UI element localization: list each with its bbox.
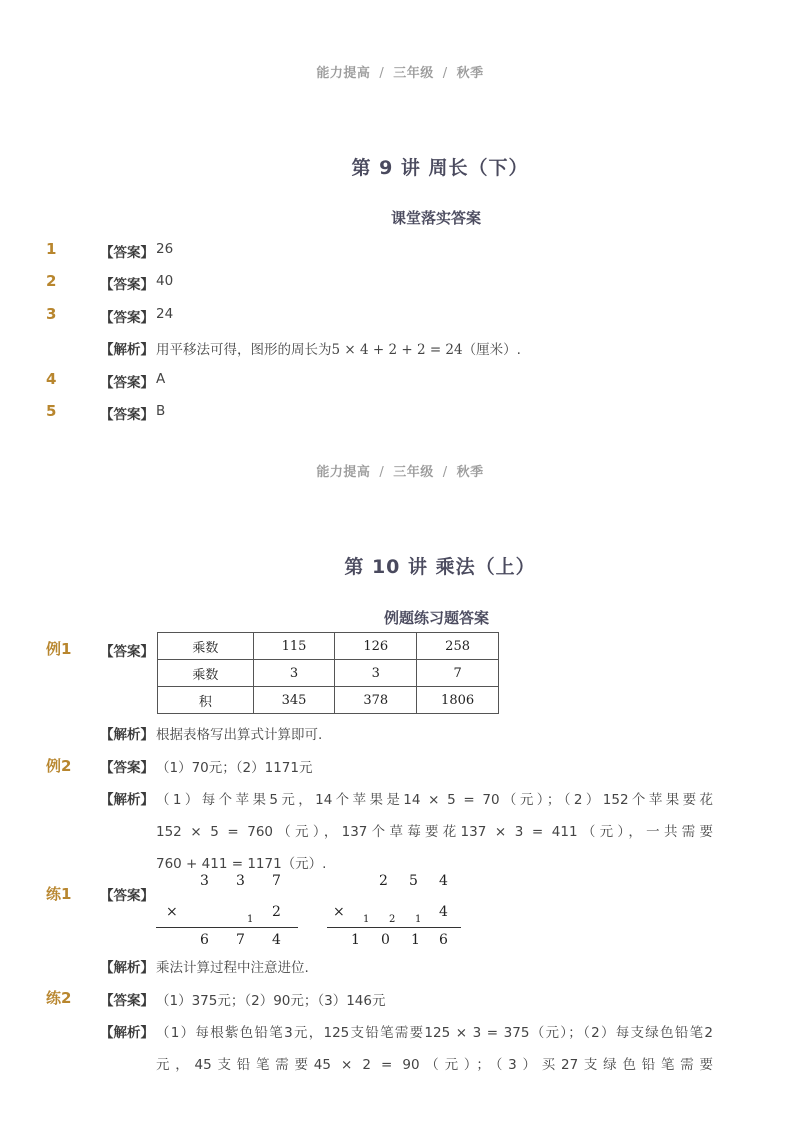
answer-text: （1）375元；（2）90元；（3）146元 bbox=[156, 993, 386, 1009]
analysis-tag: 【解析】 bbox=[100, 342, 154, 358]
answer-tag: 【答案】 bbox=[100, 310, 154, 326]
analysis-line: 元，45支铅笔需要45 × 2 = 90（元）；（3）买27支绿色铅笔需要 bbox=[156, 1057, 713, 1073]
answer-text: B bbox=[156, 403, 166, 419]
digit: 6 bbox=[200, 932, 209, 948]
item-number: 2 bbox=[46, 272, 57, 290]
answer-tag: 【答案】 bbox=[100, 888, 154, 904]
analysis-text: 根据表格写出算式计算即可. bbox=[156, 727, 323, 743]
table-row bbox=[158, 660, 499, 687]
table-cell: 115 bbox=[253, 633, 335, 660]
digit: 7 bbox=[236, 932, 245, 948]
table-cell: 3 bbox=[335, 660, 417, 687]
digit: 1 bbox=[411, 932, 420, 948]
header-series: 能力提高 bbox=[316, 465, 371, 480]
table-cell: 378 bbox=[335, 687, 417, 714]
analysis-text: 乘法计算过程中注意进位. bbox=[156, 960, 309, 976]
digit: 2 bbox=[379, 873, 388, 889]
header-sep: / bbox=[379, 66, 385, 81]
result-line bbox=[327, 927, 461, 928]
table-cell: 126 bbox=[335, 633, 417, 660]
page-header bbox=[0, 62, 800, 81]
header-grade: 三年级 bbox=[393, 66, 434, 81]
answer-tag: 【答案】 bbox=[100, 277, 154, 293]
answer-tag: 【答案】 bbox=[100, 375, 154, 391]
carry-digit: 2 bbox=[389, 914, 396, 925]
digit: 5 bbox=[409, 873, 418, 889]
analysis-line: 760 + 411 = 1171（元）. bbox=[156, 856, 327, 872]
answer-text: A bbox=[156, 371, 166, 387]
lecture-10-title: 第 10 讲 乘法（上） bbox=[344, 556, 536, 578]
digit: 7 bbox=[272, 873, 281, 889]
table-cell: 乘数 bbox=[158, 660, 254, 687]
lecture-10-section-title: 例题练习题答案 bbox=[384, 609, 490, 627]
header-grade: 三年级 bbox=[393, 465, 434, 480]
table-row bbox=[158, 687, 499, 714]
analysis-tag: 【解析】 bbox=[100, 792, 154, 808]
analysis-formula: 5 × 4 + 2 + 2 = 24 bbox=[331, 342, 463, 358]
table-cell: 1806 bbox=[417, 687, 499, 714]
item-number: 1 bbox=[46, 240, 57, 258]
analysis-tag: 【解析】 bbox=[100, 960, 154, 976]
lecture-9-section-title: 课堂落实答案 bbox=[391, 209, 482, 227]
vertical-multiplication-a bbox=[156, 868, 298, 950]
header-sep: / bbox=[442, 66, 448, 81]
answer-tag: 【答案】 bbox=[100, 407, 154, 423]
header-sep: / bbox=[379, 465, 385, 480]
analysis-line: （1）每根紫色铅笔3元，125支铅笔需要125 × 3 = 375（元）；（2）每支绿色铅笔2 bbox=[156, 1025, 713, 1041]
table-row bbox=[158, 633, 499, 660]
header-series: 能力提高 bbox=[316, 66, 371, 81]
multiply-sign: × bbox=[333, 904, 345, 920]
table-cell: 345 bbox=[253, 687, 335, 714]
digit: 4 bbox=[272, 932, 281, 948]
item-number: 3 bbox=[46, 305, 57, 323]
answer-tag: 【答案】 bbox=[100, 760, 154, 776]
carry-digit: 1 bbox=[363, 914, 370, 925]
answer-tag: 【答案】 bbox=[100, 245, 154, 261]
answer-text: （1）70元；（2）1171元 bbox=[156, 760, 313, 776]
digit: 1 bbox=[351, 932, 360, 948]
analysis-line: （1）每个苹果5元，14个苹果是14 × 5 = 70（元）；（2）152个苹果要花 bbox=[156, 792, 713, 808]
analysis-text-pre: 用平移法可得，图形的周长为 bbox=[156, 342, 332, 358]
answer-text: 24 bbox=[156, 306, 174, 322]
item-number: 4 bbox=[46, 370, 57, 388]
vertical-multiplication-b bbox=[327, 868, 461, 950]
analysis-text bbox=[156, 338, 521, 358]
table-cell: 7 bbox=[417, 660, 499, 687]
digit: 3 bbox=[200, 873, 209, 889]
digit: 4 bbox=[439, 904, 448, 920]
digit: 0 bbox=[381, 932, 390, 948]
answer-table bbox=[157, 632, 499, 714]
answer-tag: 【答案】 bbox=[100, 993, 154, 1009]
digit: 6 bbox=[439, 932, 448, 948]
header-term: 秋季 bbox=[456, 465, 484, 480]
analysis-text-post: （厘米）. bbox=[462, 342, 521, 358]
table-cell: 积 bbox=[158, 687, 254, 714]
answer-text: 40 bbox=[156, 273, 174, 289]
item-number: 例1 bbox=[46, 640, 72, 658]
digit: 2 bbox=[272, 904, 281, 920]
analysis-line: 152 × 5 = 760（元），137个草莓要花137 × 3 = 411（元），一共需要 bbox=[156, 824, 713, 840]
digit: 4 bbox=[439, 873, 448, 889]
multiply-sign: × bbox=[166, 904, 178, 920]
answer-text: 26 bbox=[156, 241, 174, 257]
analysis-tag: 【解析】 bbox=[100, 1025, 154, 1041]
digit: 3 bbox=[236, 873, 245, 889]
analysis-tag: 【解析】 bbox=[100, 727, 154, 743]
carry-digit: 1 bbox=[415, 914, 422, 925]
carry-digit: 1 bbox=[247, 914, 254, 925]
result-line bbox=[156, 927, 298, 928]
page-header bbox=[0, 461, 800, 480]
table-cell: 258 bbox=[417, 633, 499, 660]
table-cell: 乘数 bbox=[158, 633, 254, 660]
item-number: 5 bbox=[46, 402, 57, 420]
table-cell: 3 bbox=[253, 660, 335, 687]
header-sep: / bbox=[442, 465, 448, 480]
item-number: 练2 bbox=[46, 989, 72, 1007]
item-number: 例2 bbox=[46, 757, 72, 775]
item-number: 练1 bbox=[46, 885, 72, 903]
answer-tag: 【答案】 bbox=[100, 644, 154, 660]
lecture-9-title: 第 9 讲 周长（下） bbox=[351, 157, 529, 179]
header-term: 秋季 bbox=[456, 66, 484, 81]
